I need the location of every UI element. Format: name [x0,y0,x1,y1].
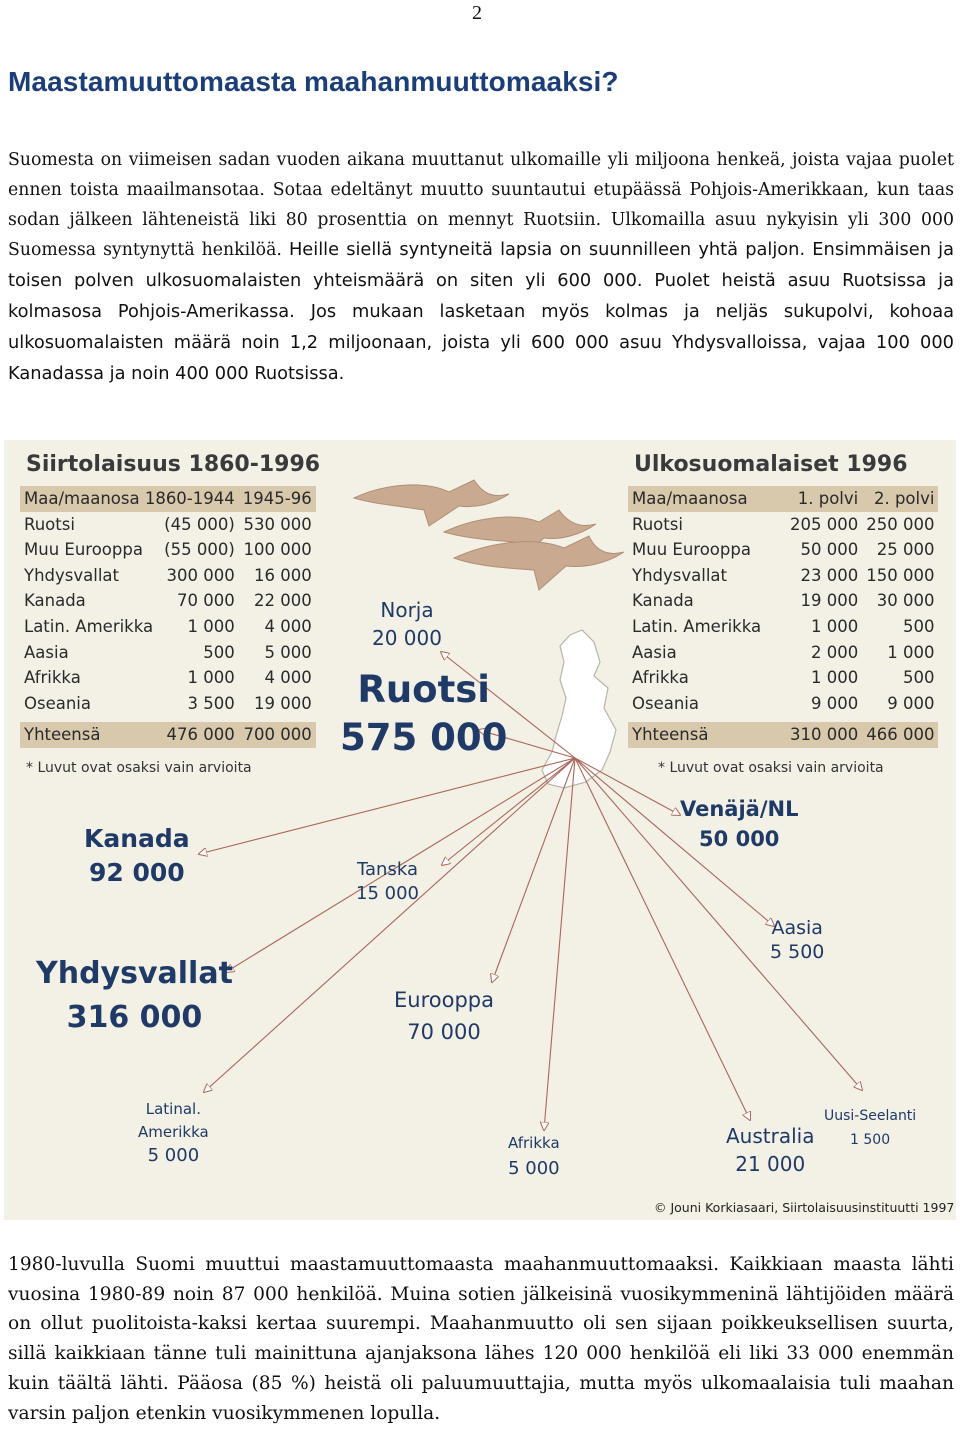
table-cell: 700 000 [239,722,316,748]
page-number: 2 [472,2,482,24]
table-cell: 310 000 [786,722,862,748]
label-kanada: Kanada 92 000 [84,824,190,887]
table-row [20,691,316,717]
label-aasia: Aasia 5 500 [770,917,825,963]
table-cell: 22 000 [253,591,312,611]
label-afrikka: Afrikka 5 000 [508,1134,560,1179]
table-row [20,537,316,563]
table-cell: 9 000 [887,693,935,713]
table-row [20,588,316,614]
intro-text-sans: Heille siellä syntyneitä lapsia on suunnilleen yhtä paljon. Ensimmäisen ja toisen polven ulkosuomalaisten yhteismäärä on siten yli 600 000. Puolet heistä asuu Ruotsissa ja kolmasosa Pohjois-Amerikassa. Jos mukaan lasketaan myös kolmas ja neljäs sukupolvi, kohoaa ulkosuomalaisten määrä noin 1,2 miljoonaan, joista yli 600 000 asuu Yhdysvalloissa, vajaa 100 000 Kanadassa ja noin 400 000 Ruotsissa. [8,239,955,384]
table-cell: Latin. Amerikka [632,616,762,636]
label-yhdysvallat: Yhdysvallat 316 000 [36,956,233,1035]
label-norja: Norja 20 000 [372,598,442,650]
table-cell: (45 000) [164,514,235,534]
table-cell: 205 000 [790,514,859,534]
figure-copyright: © Jouni Korkiasaari, Siirtolaisuusinstituutti 1997 [654,1200,955,1215]
header-cell: 2. polvi [862,486,938,512]
table-row [628,512,938,538]
table-row [20,563,316,589]
table-cell: 1 000 [187,616,235,636]
table-row [628,640,938,666]
closing-paragraph: 1980-luvulla Suomi muuttui maastamuuttomaasta maahanmuuttomaaksi. Kaikkiaan maasta lähti vuosina 1980-89 noin 87 000 henkilöä. Muina sotien jälkeisinä vuosikymmeninä lähtijöiden määrä on ollut puolitoista-kaksi kertaa suurempi. Maahanmuutto oli sen sijaan poikkeuksellisen suurta, sillä kaikkiaan tänne tuli mainittuna ajanjaksona lähes 120 000 henkilöä eli liki 33 000 enemmän kuin täältä lähti. Pääosa (85 %) heistä oli paluumuuttajia, mutta myös ulkomaalaisia tuli maahan varsin paljon etenkin vuosikymmenen lopulla. [8,1254,954,1424]
table-cell: 476 000 [159,722,239,748]
table-cell: 466 000 [862,722,938,748]
intro-paragraph [8,146,954,389]
table-cell: Muu Eurooppa [632,540,751,560]
table-cell: Afrikka [632,668,689,688]
table-cell: 9 000 [810,693,859,713]
table-cell: 70 000 [177,591,235,611]
table-cell: 1 000 [810,668,859,688]
table-cell: 19 000 [253,693,312,713]
header-cell: Maa/maanosa [628,486,786,512]
table-cell: Yhteensä [20,722,159,748]
right-footnote: * Luvut ovat osaksi vain arvioita [658,760,884,776]
table-cell: 16 000 [253,565,312,585]
table-cell: 50 000 [800,540,859,560]
table-cell: 25 000 [876,540,935,560]
emigration-table [20,486,316,748]
header-cell: 1. polvi [786,486,862,512]
intro-text-serif: Suomesta on viimeisen sadan vuoden aikana muuttanut ulkomaille yli miljoona henkeä, joista vajaa puolet ennen toista maailmansotaa. Sotaa edeltänyt muutto suuntautui etupäässä Pohjois-Amerikkaan, kun taas sodan jälkeen lähteneistä liki 80 prosenttia on mennyt Ruotsiin. Ulkomailla asuu nykyisin yli 300 000 Suomessa syntynyttä henkilöä. [8,150,954,261]
finland-map [542,630,616,788]
table-total-row [628,722,938,748]
table-row [20,512,316,538]
label-eurooppa: Eurooppa 70 000 [394,988,494,1044]
page-title: Maastamuuttomaasta maahanmuuttomaaksi? [8,66,619,97]
table-cell: 250 000 [866,514,935,534]
header-cell: Maa/maanosa 1860-1944 [20,486,239,512]
table-row [628,563,938,589]
table-cell: 4 000 [264,616,312,636]
table-cell: Ruotsi [632,514,683,534]
right-table-title: Ulkosuomalaiset 1996 [634,452,908,477]
label-uusi-seelanti: Uusi-Seelanti 1 500 [824,1108,917,1148]
table-cell: 2 000 [810,642,859,662]
table-cell: Aasia [24,642,69,662]
label-australia: Australia 21 000 [726,1124,815,1176]
label-ruotsi: Ruotsi 575 000 [340,668,508,759]
table-cell: Oseania [24,693,91,713]
table-row [628,691,938,717]
table-cell: 23 000 [800,565,859,585]
table-cell: 30 000 [876,591,935,611]
table-row [628,537,938,563]
label-venaja: Venäjä/NL 50 000 [680,797,799,851]
table-cell: 100 000 [243,540,312,560]
table-cell: Kanada [24,591,86,611]
left-footnote: * Luvut ovat osaksi vain arvioita [26,760,252,776]
expatriates-table [628,486,938,748]
table-cell: Ruotsi [24,514,75,534]
table-cell: 19 000 [800,591,859,611]
table-cell: 1 000 [187,668,235,688]
table-cell: Afrikka [24,668,81,688]
bird-icon-3 [454,536,624,590]
table-cell: 500 [902,616,935,636]
table-row [628,614,938,640]
table-cell: Yhteensä [628,722,786,748]
table-cell: 1 000 [810,616,859,636]
table-row [20,665,316,691]
table-cell: 300 000 [166,565,235,585]
left-table-title: Siirtolaisuus 1860-1996 [26,452,321,477]
table-row [20,614,316,640]
table-cell: Muu Eurooppa [24,540,143,560]
emigration-figure [4,440,956,1220]
table-cell: Oseania [632,693,699,713]
table-cell: Aasia [632,642,677,662]
table-row [628,665,938,691]
table-header-row [20,486,316,512]
table-cell: 1 000 [887,642,935,662]
label-latinalainen-amerikka: Latinal. Amerikka 5 000 [138,1100,209,1166]
label-tanska: Tanska 15 000 [356,859,419,904]
table-header-row [628,486,938,512]
table-row [628,588,938,614]
table-cell: (55 000) [164,540,235,560]
table-cell: 150 000 [866,565,935,585]
table-cell: 530 000 [243,514,312,534]
table-cell: 3 500 [187,693,235,713]
table-cell: 4 000 [264,668,312,688]
table-cell: 5 000 [264,642,312,662]
table-cell: 500 [203,642,235,662]
table-cell: Yhdysvallat [24,565,119,585]
table-cell: Latin. Amerikka [24,616,154,636]
header-cell: 1945-96 [239,486,316,512]
table-cell: Kanada [632,591,694,611]
table-cell: Yhdysvallat [632,565,727,585]
table-cell: 500 [902,668,935,688]
table-row [20,640,316,666]
table-total-row [20,722,316,748]
